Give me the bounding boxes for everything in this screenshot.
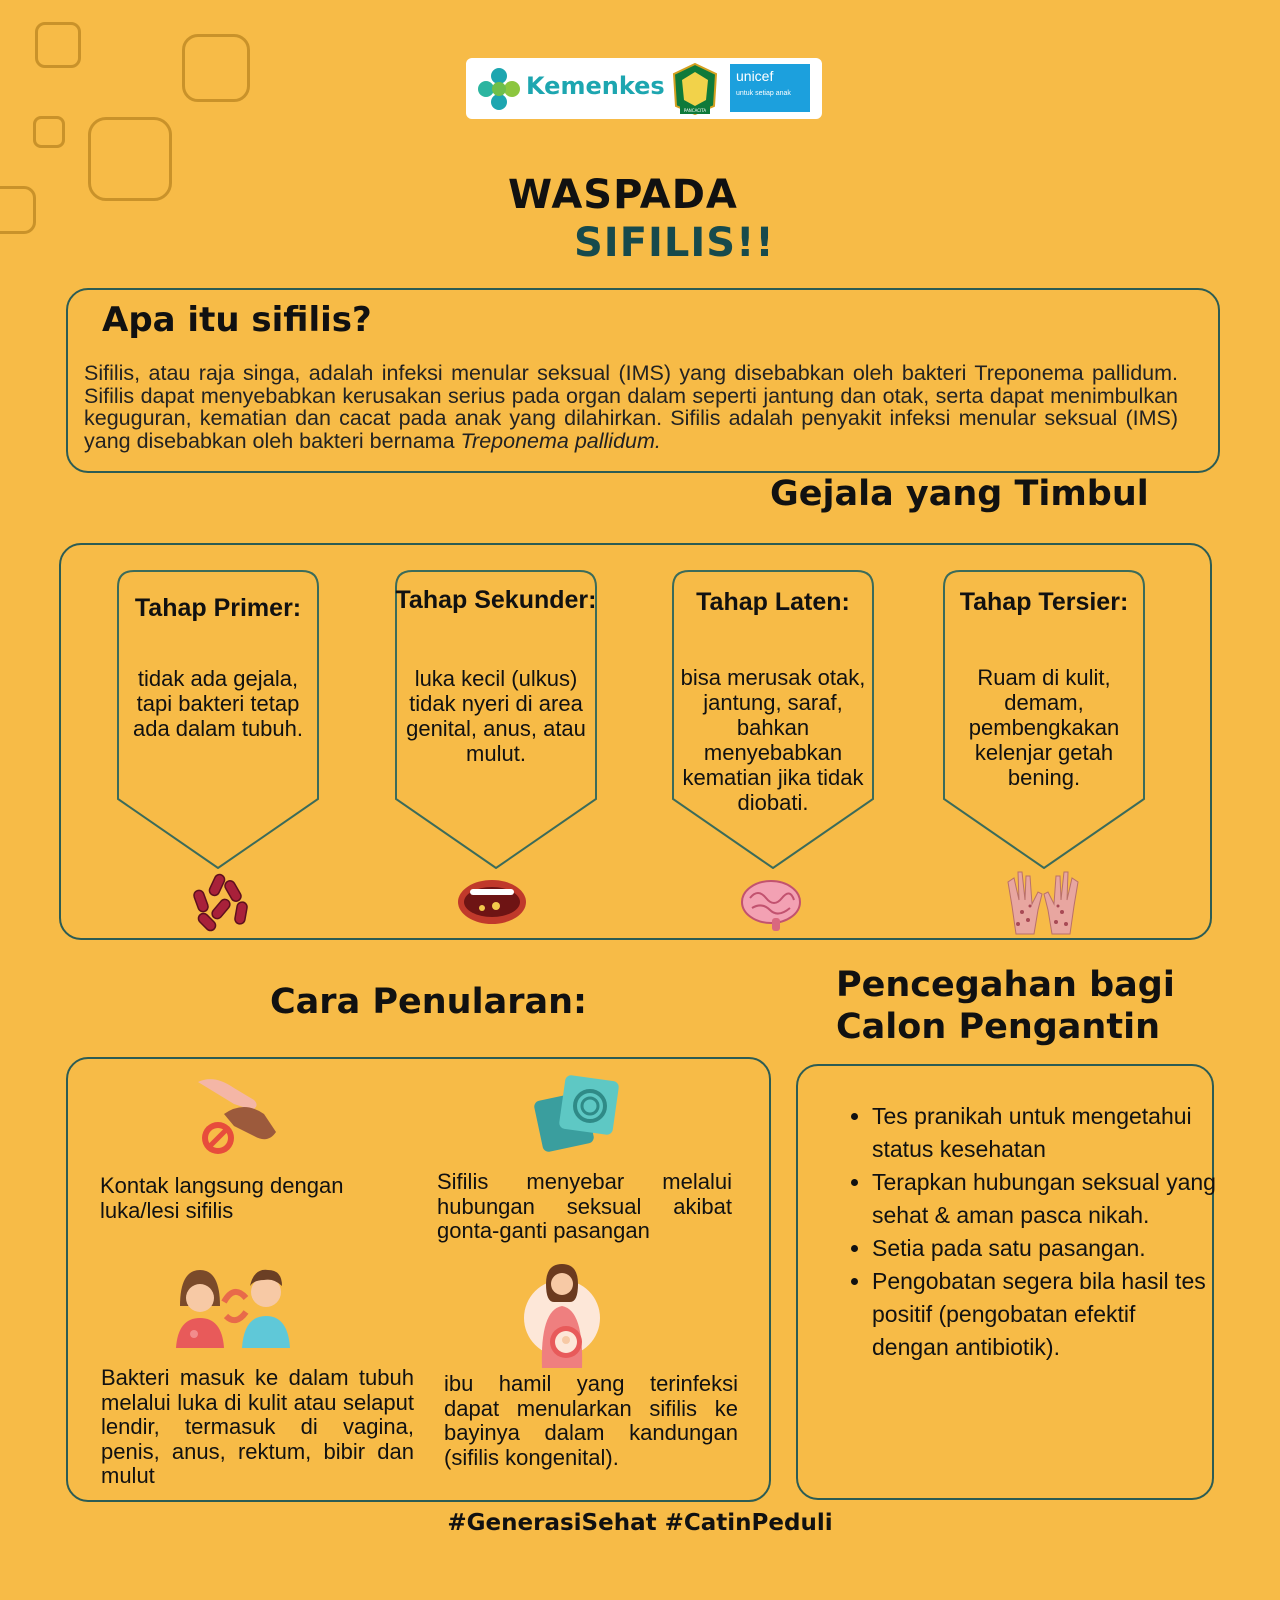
decor-square [35,22,81,68]
stage-title: Tahap Primer: [134,594,302,622]
mouth-sore-icon [456,876,528,926]
decor-square [88,117,172,201]
transmission-text-4: ibu hamil yang terinfeksi dapat menularkan sifilis ke bayinya dalam kandungan (sifilis kongenital). [444,1371,738,1470]
logo-bar [466,58,822,119]
transmission-text-2: Sifilis menyebar melalui hubungan seksual akibat gonta-ganti pasangan [437,1169,732,1243]
decor-square [0,186,36,234]
kemenkes-logo-icon [476,66,522,112]
stage-description: luka kecil (ulkus) tidak nyeri di area genital, anus, atau mulut. [406,666,586,766]
definition-body: Sifilis, atau raja singa, adalah infeksi menular seksual (IMS) yang disebabkan oleh bakteri Treponema pallidum. Sifilis dapat menyebabkan kerusakan serius pada organ dalam seperti jantung dan otak, serta dapat menimbulkan keguguran, kematian dan cacat pada anak yang dilahirkan. Sifilis adalah penyakit infeksi menular seksual (IMS) yang disebabkan oleh bakteri bernama [84,361,1178,453]
unicef-tagline: untuk setiap anak [736,90,791,97]
stage-description: tidak ada gejala, tapi bakteri tetap ada dalam tubuh. [132,666,304,741]
unicef-logo-text: unicef [736,68,774,84]
prevention-heading-line2: Calon Pengantin [836,1007,1160,1047]
stage-title: Tahap Laten: [696,588,850,616]
transmission-text-3: Bakteri masuk ke dalam tubuh melalui luka di kulit atau selaput lendir, termasuk di vagina, penis, anus, rektum, bibir dan mulut [101,1365,414,1488]
prevention-item: • Terapkan hubungan seksual yang sehat & aman pasca nikah. [872,1166,1216,1232]
decor-square [33,116,65,148]
kemenkes-logo-text: Kemenkes [526,72,665,100]
decor-square [182,34,250,102]
couple-transmission-icon [174,1262,296,1348]
bacteria-icon [188,872,254,934]
prevention-heading-line1: Pencegahan bagi [836,965,1175,1005]
stage-primer [116,569,320,869]
symptoms-heading: Gejala yang Timbul [770,474,1149,514]
stage-laten [671,569,875,869]
stage-title: Tahap Tersier: [959,588,1129,616]
unicef-logo [730,64,810,112]
prevention-item: • Tes pranikah untuk mengetahui status kesehatan [872,1100,1216,1166]
condom-icon [534,1074,620,1158]
prevention-item: • Pengobatan segera bila hasil tes positif (pengobatan efektif dengan antibiotik). [872,1265,1216,1364]
pregnant-woman-icon [520,1262,604,1368]
stage-description: bisa merusak otak, jantung, saraf, bahkan menyebabkan kematian jika tidak diobati. [680,665,866,815]
page-title-line1: WASPADA [508,172,738,218]
stage-sekunder [394,569,598,869]
stage-title: Tahap Sekunder: [395,586,597,614]
no-touch-hands-icon [194,1074,280,1158]
hashtags-footer: #GenerasiSehat #CatinPeduli [447,1510,833,1536]
page-title-line2: SIFILIS!! [574,220,775,266]
definition-italic: Treponema pallidum. [460,428,661,453]
prevention-heading [836,964,1175,1048]
stage-tersier [942,569,1146,869]
definition-text [84,362,1178,452]
transmission-text-1: Kontak langsung dengan luka/lesi sifilis [100,1173,344,1223]
pancacita-label: PANCACITA [683,108,707,113]
rash-hands-icon [1002,866,1084,936]
prevention-item: • Setia pada satu pasangan. [872,1232,1216,1265]
prevention-list [848,1100,1216,1364]
stage-description: Ruam di kulit, demam, pembengkakan kelenjar getah bening. [968,665,1120,790]
transmission-heading: Cara Penularan: [270,982,587,1022]
definition-heading: Apa itu sifilis? [102,300,372,340]
brain-icon [740,878,802,932]
